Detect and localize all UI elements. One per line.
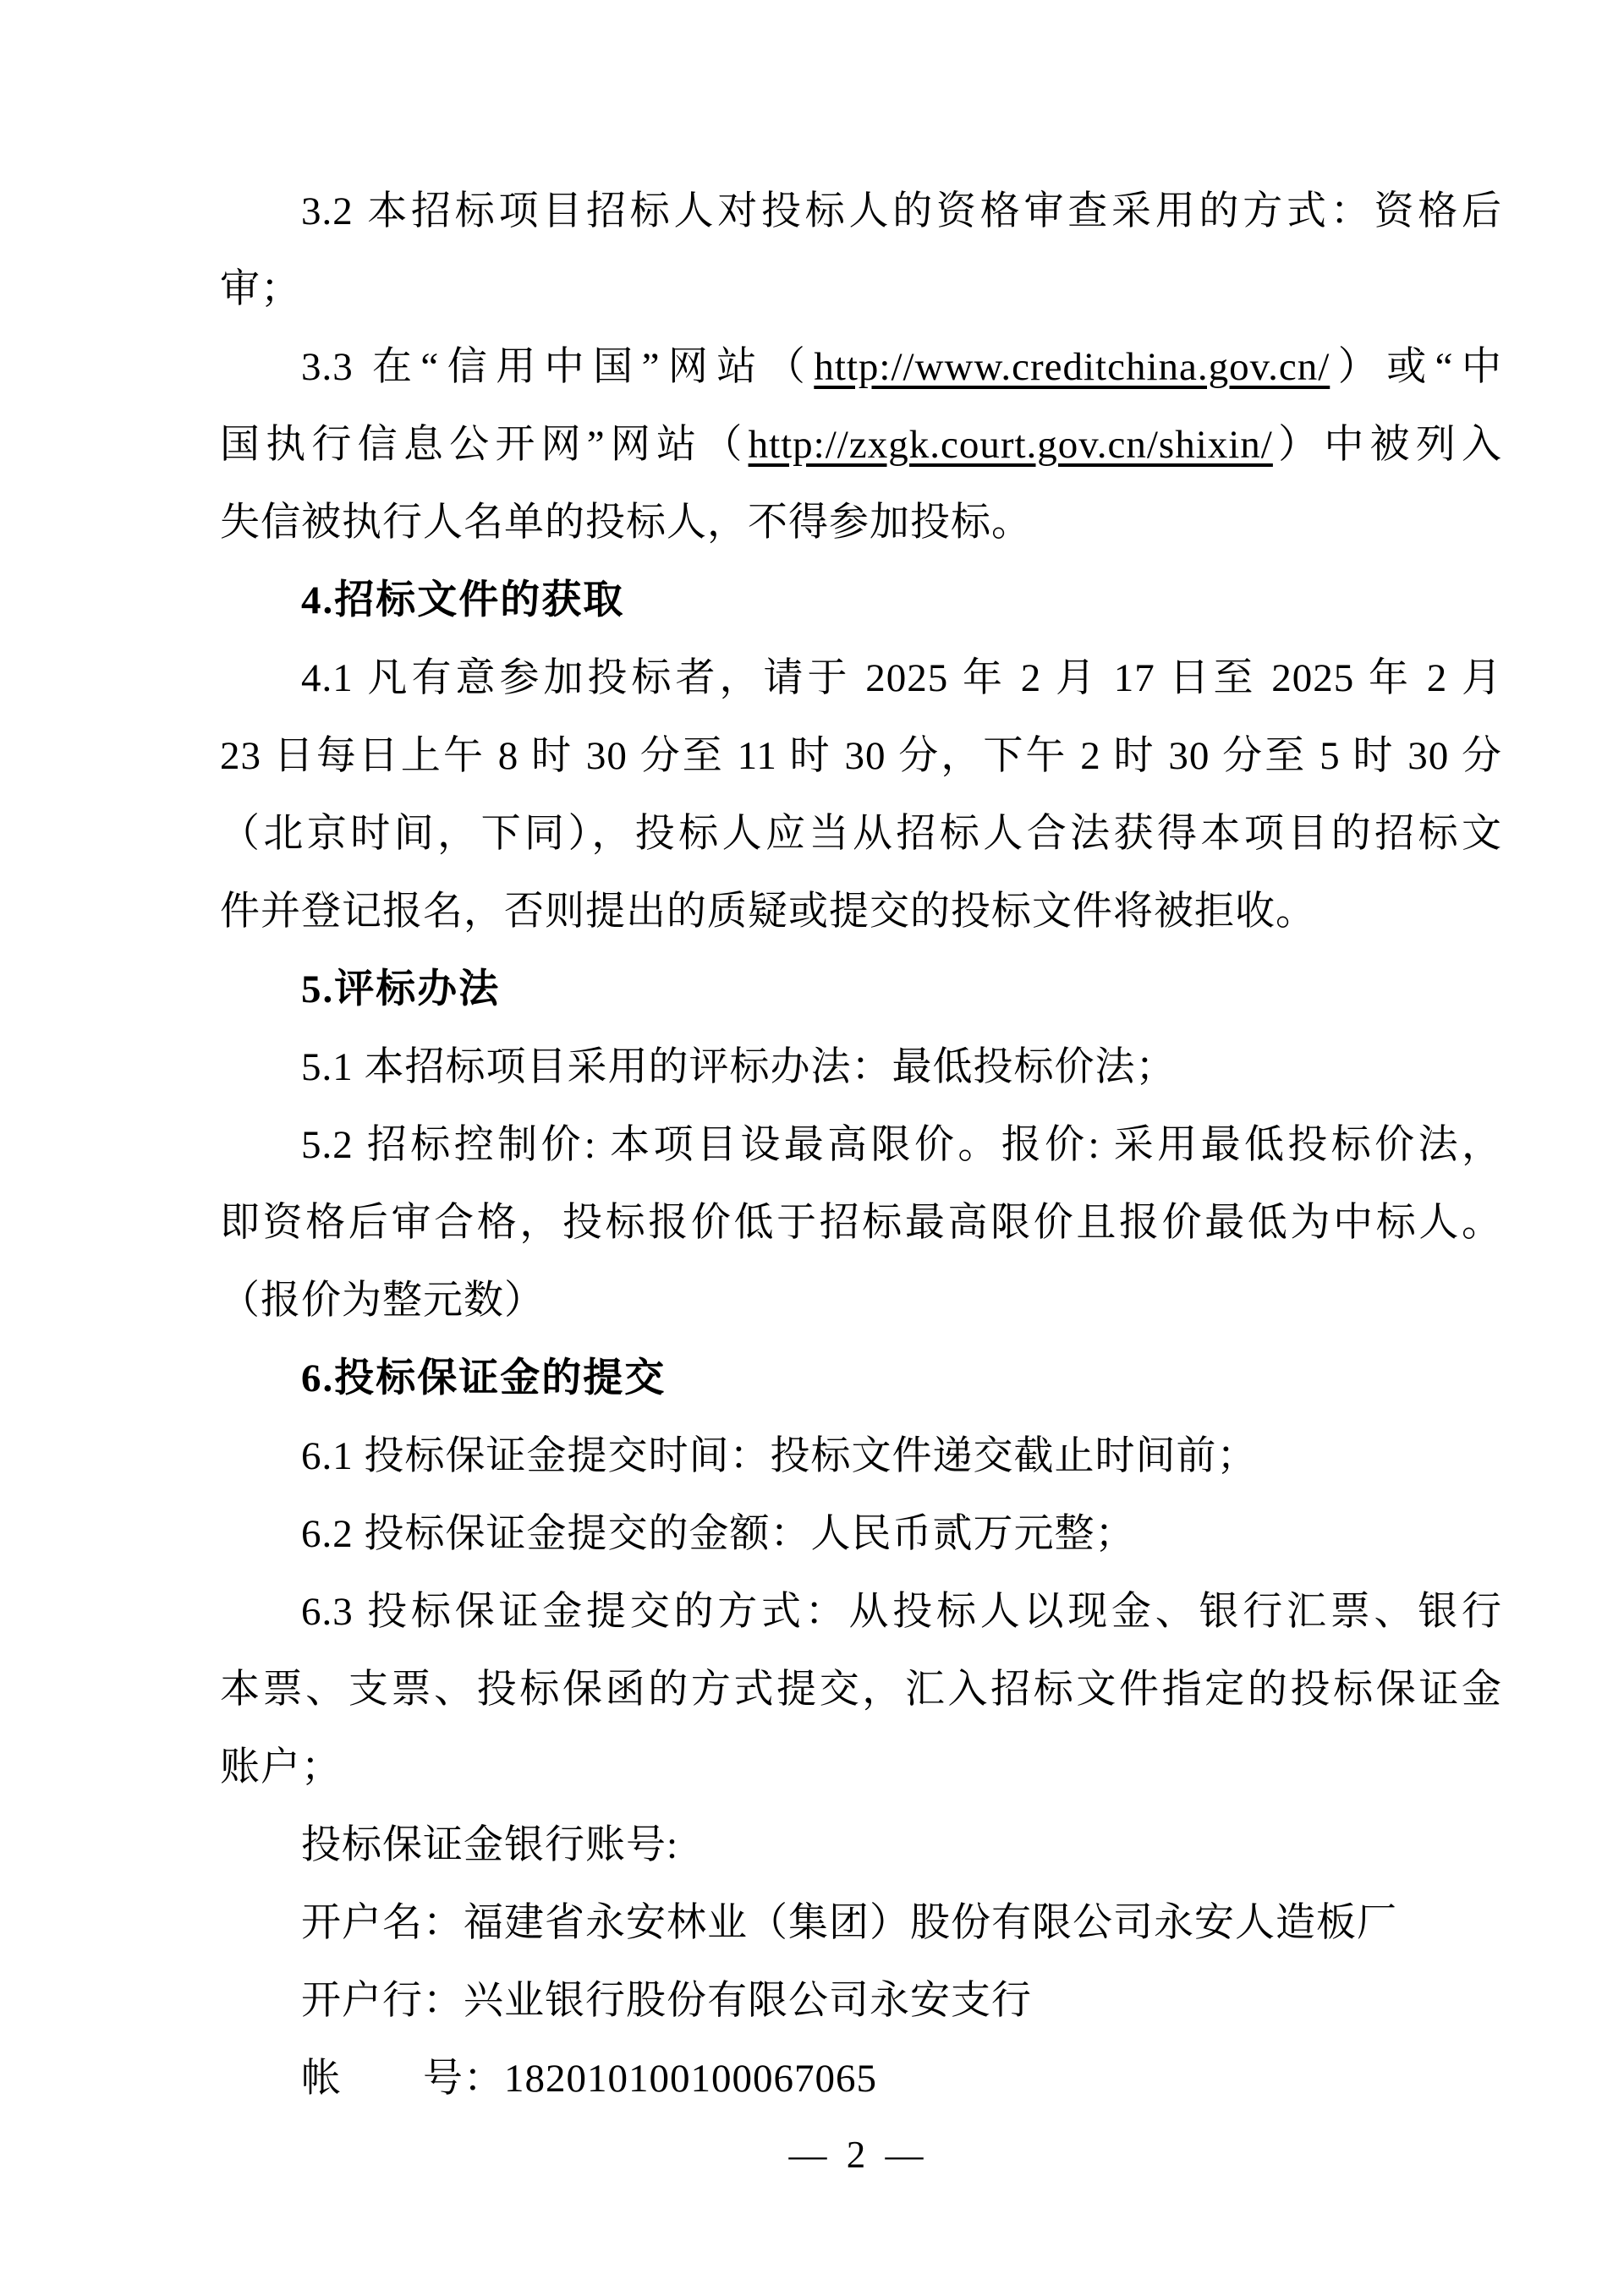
text-run: 3.3 在“信用中国”网站（ <box>301 345 815 389</box>
para-5-1 <box>220 1028 1502 1106</box>
para-account-holder-name <box>220 1884 1502 1962</box>
para-6-2-line-1 <box>220 1495 1502 1573</box>
text-run: 失信被执行人名单的投标人，不得参加投标。 <box>220 501 1032 545</box>
para-5-1-line-1 <box>220 1028 1502 1106</box>
heading-4-document-acquisition-line-1 <box>220 562 1502 639</box>
text-run: 6.2 投标保证金提交的金额：人民币贰万元整； <box>301 1512 1136 1556</box>
text-run: 4.1 凡有意参加投标者，请于 2025 年 2 月 17 日至 2025 年 2 月 <box>301 656 1502 700</box>
text-run: 3.2 本招标项目招标人对投标人的资格审查采用的方式：资格后 <box>301 189 1502 233</box>
para-5-2-line-1 <box>220 1106 1502 1184</box>
document-content <box>220 173 1502 2118</box>
para-deposit-bank-account-title <box>220 1806 1502 1884</box>
text-run: （报价为整元数） <box>220 1279 545 1323</box>
heading-5-evaluation-method <box>220 951 1502 1028</box>
heading-4-document-acquisition <box>220 562 1502 639</box>
text-run: 5.评标办法 <box>301 967 501 1011</box>
para-3-2 <box>220 173 1502 328</box>
para-6-3 <box>220 1573 1502 1806</box>
para-account-number-line-1 <box>220 2040 1502 2118</box>
para-3-2-line-1 <box>220 173 1502 250</box>
para-5-2-line-3 <box>220 1262 1502 1340</box>
text-run: 6.投标保证金的提交 <box>301 1356 667 1400</box>
para-account-number <box>220 2040 1502 2118</box>
text-run: 本票、支票、投标保函的方式提交，汇入招标文件指定的投标保证金 <box>220 1668 1502 1712</box>
para-5-2 <box>220 1106 1502 1340</box>
text-run: 开户名：福建省永安林业（集团）股份有限公司永安人造板厂 <box>301 1901 1397 1945</box>
text-run: 5.1 本招标项目采用的评标办法：最低投标价法； <box>301 1045 1177 1089</box>
text-run: 审； <box>220 267 301 311</box>
heading-5-evaluation-method-line-1 <box>220 951 1502 1028</box>
creditchina-url-link[interactable]: http://www.creditchina.gov.cn/ <box>814 345 1330 389</box>
para-4-1-line-1 <box>220 639 1502 717</box>
text-run: 23 日每日上午 8 时 30 分至 11 时 30 分，下午 2 时 30 分至 5 时 30 分 <box>220 734 1502 778</box>
para-4-1-line-2 <box>220 717 1502 795</box>
page-number: — 2 — <box>788 2134 929 2176</box>
para-6-3-line-3 <box>220 1729 1502 1806</box>
text-run: 投标保证金银行账号: <box>301 1823 679 1867</box>
para-account-holder-name-line-1 <box>220 1884 1502 1962</box>
para-bank-branch-name <box>220 1962 1502 2040</box>
text-run: 4.招标文件的获取 <box>301 578 625 622</box>
para-6-3-line-2 <box>220 1651 1502 1729</box>
text-run: ）中被列入 <box>1272 423 1502 467</box>
para-3-3-line-1 <box>220 328 1502 406</box>
heading-6-bid-deposit-line-1 <box>220 1340 1502 1417</box>
heading-6-bid-deposit <box>220 1340 1502 1417</box>
text-run: 国执行信息公开网”网站（ <box>220 423 749 467</box>
para-3-3-line-3 <box>220 484 1502 562</box>
para-5-2-line-2 <box>220 1184 1502 1262</box>
text-run: 5.2 招标控制价: 本项目设最高限价。报价: 采用最低投标价法， <box>301 1123 1502 1167</box>
para-3-2-line-2 <box>220 250 1502 328</box>
zxgk-court-url-link[interactable]: http://zxgk.court.gov.cn/shixin/ <box>748 423 1273 467</box>
text-run: 6.1 投标保证金提交时间：投标文件递交截止时间前； <box>301 1434 1258 1478</box>
text-run: ）或“中 <box>1330 345 1502 389</box>
para-bank-branch-name-line-1 <box>220 1962 1502 2040</box>
text-run: 帐 号：182010100100067065 <box>301 2057 877 2101</box>
text-run: 开户行：兴业银行股份有限公司永安支行 <box>301 1979 1032 2023</box>
para-4-1 <box>220 639 1502 951</box>
text-run: 6.3 投标保证金提交的方式：从投标人以现金、银行汇票、银行 <box>301 1590 1502 1634</box>
text-run: 件并登记报名，否则提出的质疑或提交的投标文件将被拒收。 <box>220 890 1316 934</box>
para-6-1-line-1 <box>220 1417 1502 1495</box>
para-6-3-line-1 <box>220 1573 1502 1651</box>
text-run: （北京时间，下同），投标人应当从招标人合法获得本项目的招标文 <box>220 812 1502 856</box>
para-4-1-line-3 <box>220 795 1502 873</box>
para-6-2 <box>220 1495 1502 1573</box>
text-run: 账户； <box>220 1745 342 1789</box>
para-3-3 <box>220 328 1502 562</box>
para-deposit-bank-account-title-line-1 <box>220 1806 1502 1884</box>
para-6-1 <box>220 1417 1502 1495</box>
para-3-3-line-2 <box>220 406 1502 484</box>
text-run: 即资格后审合格，投标报价低于招标最高限价且报价最低为中标人。 <box>220 1201 1502 1245</box>
para-4-1-line-4 <box>220 873 1502 951</box>
